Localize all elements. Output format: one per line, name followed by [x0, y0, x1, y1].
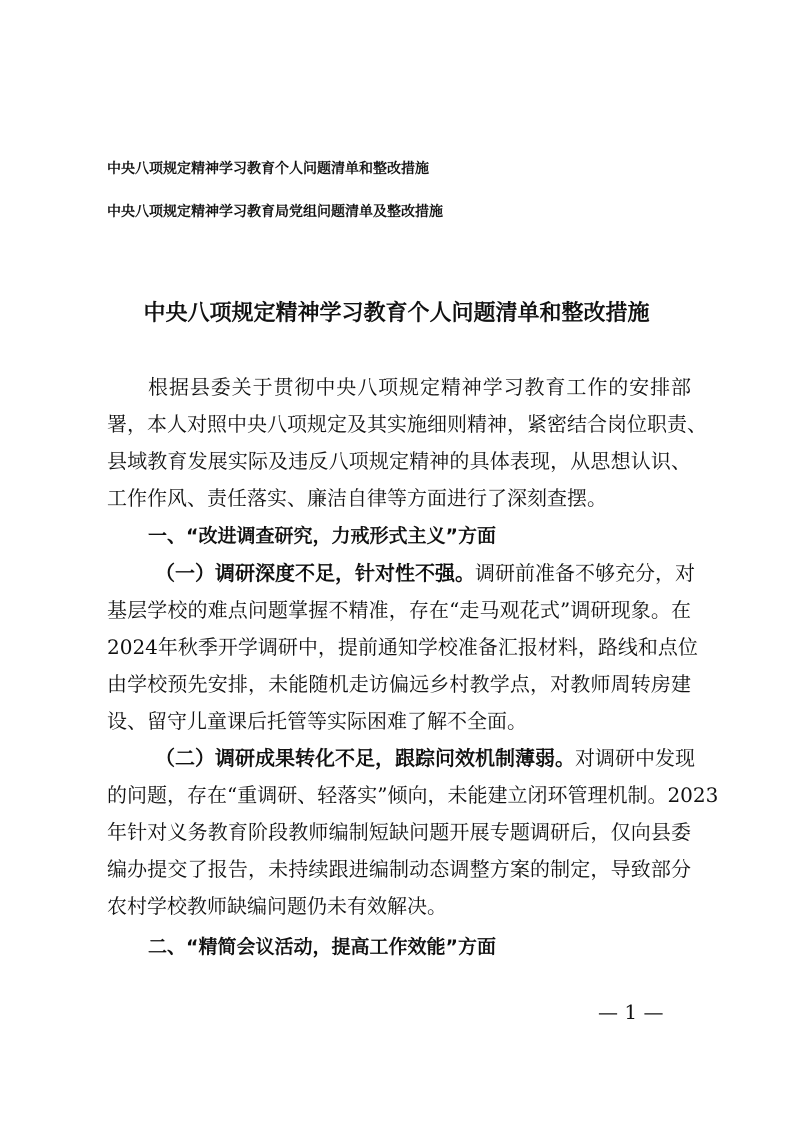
- intro-line: 署，本人对照中央八项规定及其实施细则精神，紧密结合岗位职责、: [107, 412, 707, 436]
- item-line: 农村学校教师缺编问题仍未有效解决。: [107, 894, 447, 918]
- section-heading-2: 二、“精简会议活动，提高工作效能”方面: [148, 936, 496, 958]
- page-number: — 1 —: [598, 1000, 664, 1024]
- item-line: 编办提交了报告，未持续跟进编制动态调整方案的制定，导致部分: [107, 857, 691, 881]
- related-link-personal-list[interactable]: 中央八项规定精神学习教育个人问题清单和整改措施: [107, 161, 429, 177]
- item-line: 2024年秋季开学调研中，提前通知学校准备汇报材料，路线和点位: [107, 635, 698, 659]
- item-line: 年针对义务教育阶段教师编制短缺问题开展专题调研后，仅向县委: [107, 820, 691, 844]
- item-title: （二）调研成果转化不足，跟踪问效机制薄弱。: [155, 746, 575, 770]
- item-text: 调研前准备不够充分，对: [475, 561, 695, 585]
- item-line: 由学校预先安排，未能随机走访偏远乡村教学点，对教师周转房建: [107, 672, 691, 696]
- document-title: 中央八项规定精神学习教育个人问题清单和整改措施: [143, 301, 650, 326]
- item-text: 对调研中发现: [575, 746, 695, 770]
- intro-line: 县域教育发展实际及违反八项规定精神的具体表现，从思想认识、: [107, 449, 691, 473]
- item-line: 基层学校的难点问题掌握不精准，存在“走马观花式”调研现象。在: [107, 598, 691, 622]
- intro-line: 根据县委关于贯彻中央八项规定精神学习教育工作的安排部: [148, 375, 691, 399]
- related-link-party-group-list[interactable]: 中央八项规定精神学习教育局党组问题清单及整改措施: [107, 204, 443, 220]
- section-heading-1: 一、“改进调查研究，力戒形式主义”方面: [148, 525, 496, 547]
- document-body: [107, 369, 719, 966]
- item-line: 设、留守儿童课后托管等实际困难了解不全面。: [107, 709, 527, 733]
- item-title: （一）调研深度不足，针对性不强。: [155, 561, 475, 585]
- item-line: [107, 740, 695, 777]
- item-line: [107, 555, 695, 592]
- intro-line: 工作作风、责任落实、廉洁自律等方面进行了深刻查摆。: [107, 486, 607, 510]
- item-line: 的问题，存在“重调研、轻落实”倾向，未能建立闭环管理机制。2023: [107, 783, 719, 807]
